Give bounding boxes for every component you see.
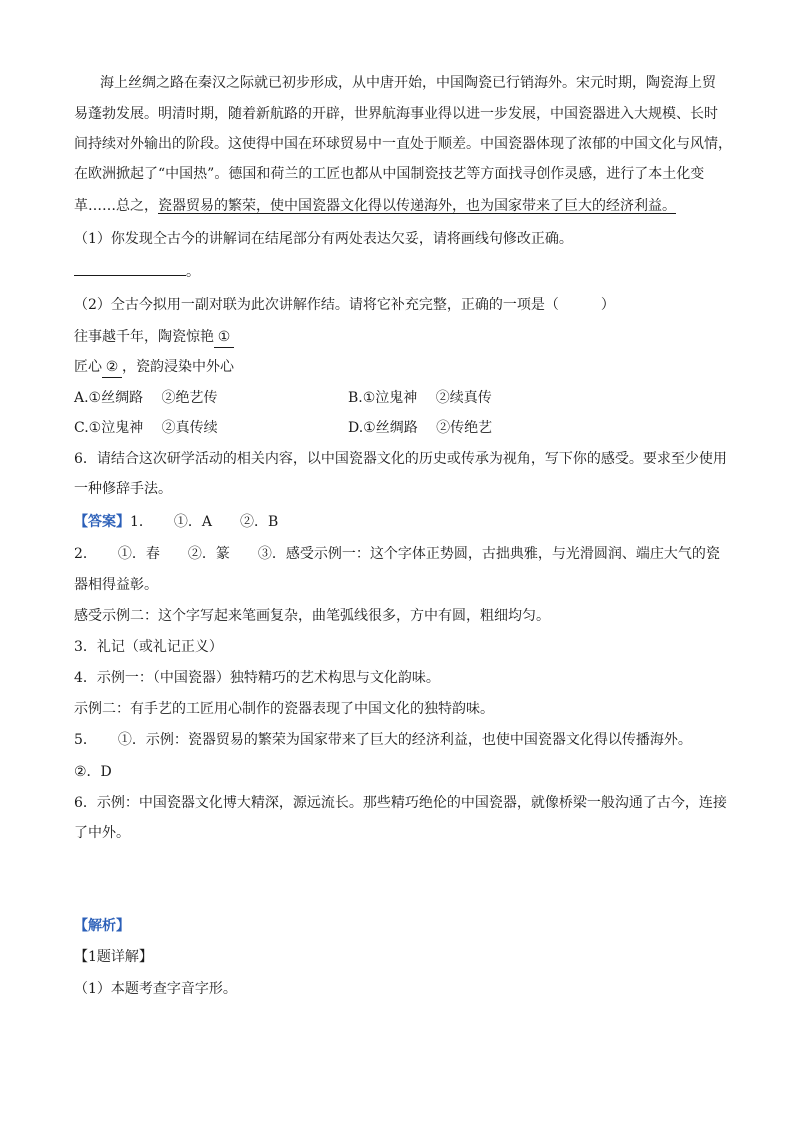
answer-5: 5． ①．示例：瓷器贸易的繁荣为国家带来了巨大的经济利益，也使中国瓷器文化得以传播海外。 — [74, 732, 692, 748]
options-row-2 — [74, 418, 734, 438]
question-1: （1）你发现仝古今的讲解词在结尾部分有两处表达欠妥，请将画线句修改正确。 — [74, 231, 573, 247]
analysis-subheading-1: 【1题详解】 — [74, 949, 153, 965]
answer-row-1 — [74, 512, 734, 532]
passage-line-5-plain: 革……总之， — [74, 198, 158, 214]
answer-1: 1． ①．A ②．B — [130, 514, 279, 530]
passage-line-5 — [74, 196, 734, 216]
answer-2-example-2: 感受示例二：这个字写起来笔画复杂，曲笔弧线很多，方中有圆，粗细均匀。 — [74, 608, 550, 624]
answer-4-example-2: 示例二：有手艺的工匠用心制作的瓷器表现了中国文化的独特韵味。 — [74, 701, 494, 717]
option-a: A.①丝绸路 ②绝艺传 — [74, 390, 218, 406]
answer-3: 3．礼记（或礼记正义） — [74, 639, 223, 655]
passage-line-1: 海上丝绸之路在秦汉之际就已初步形成，从中唐开始，中国陶瓷已行销海外。宋元时期，陶瓷海上贸 — [100, 75, 716, 91]
answer-2: 2． ①．春 ②．篆 ③．感受示例一：这个字体正势圆，古拙典雅，与光滑圆润、端庄大气的瓷 — [74, 546, 720, 562]
blank-period: 。 — [186, 264, 200, 280]
couplet-2-text-a: 匠心 — [74, 359, 102, 375]
answer-heading: 【答案】 — [74, 514, 130, 530]
option-d: D.①丝绸路 ②传绝艺 — [348, 420, 493, 436]
option-b: B.①泣鬼神 ②续真传 — [348, 390, 492, 406]
underlined-sentence: 瓷器贸易的繁荣，使中国瓷器文化得以传递海外，也为国家带来了巨大的经济利益。 — [158, 198, 676, 214]
options-row-1 — [74, 388, 734, 408]
passage-line-2: 易蓬勃发展。明清时期，随着新航路的开辟，世界航海事业得以进一步发展，中国瓷器进入大规模、长时 — [74, 106, 718, 122]
couplet-2-text-b: ，瓷韵浸染中外心 — [122, 359, 234, 375]
answer-4: 4．示例一：（中国瓷器）独特精巧的艺术构思与文化韵味。 — [74, 670, 440, 686]
couplet-1-text: 往事越千年，陶瓷惊艳 — [74, 329, 214, 345]
passage-line-3: 间持续对外输出的阶段。这使得中国在环球贸易中一直处于顺差。中国瓷器体现了浓郁的中国文化与风情， — [74, 136, 732, 152]
couplet-blank-2: ② — [102, 357, 122, 378]
question-6-line-1: 6．请结合这次研学活动的相关内容，以中国瓷器文化的历史或传承为视角，写下你的感受。要求至少使用 — [74, 451, 727, 467]
analysis-paragraph-1: （1）本题考查字音字形。 — [74, 981, 237, 997]
analysis-heading: 【解析】 — [74, 918, 130, 934]
question-2: （2）仝古今拟用一副对联为此次讲解作结。请将它补充完整，正确的一项是（ ） — [74, 297, 615, 313]
passage-line-4: 在欧洲掀起了“中国热”。德国和荷兰的工匠也都从中国制瓷技艺等方面找寻创作灵感，进行了本土化变 — [74, 166, 705, 182]
question-6-line-2: 一种修辞手法。 — [74, 481, 172, 497]
answer-6-cont: 了中外。 — [74, 825, 130, 841]
answer-5-part-2: ②．D — [74, 764, 112, 780]
couplet-line-1 — [74, 327, 734, 348]
question-1-answer-line — [74, 261, 734, 282]
answer-blank[interactable] — [74, 261, 186, 276]
answer-2-cont: 器相得益彰。 — [74, 577, 158, 593]
answer-6: 6．示例：中国瓷器文化博大精深，源远流长。那些精巧绝伦的中国瓷器，就像桥梁一般沟通了古今，连接 — [74, 795, 727, 811]
option-c: C.①泣鬼神 ②真传续 — [74, 420, 218, 436]
couplet-line-2 — [74, 357, 734, 378]
couplet-blank-1: ① — [214, 327, 234, 348]
